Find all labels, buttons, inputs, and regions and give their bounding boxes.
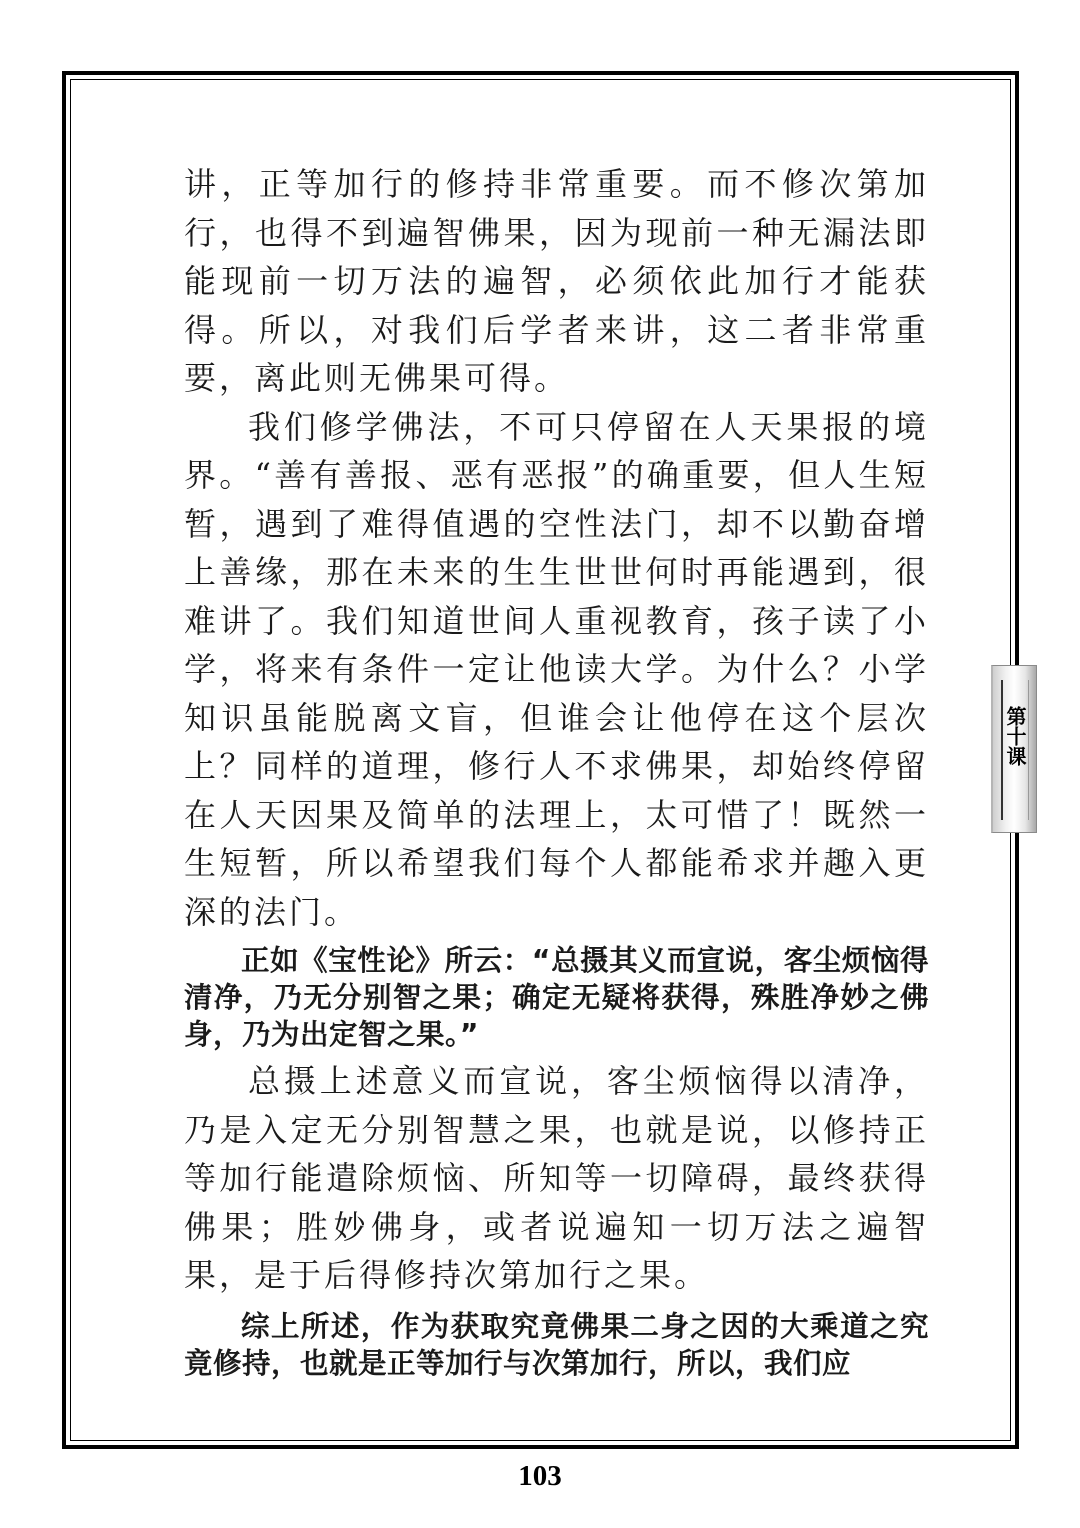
paragraph-explanation: 总摄上述意义而宣说，客尘烦恼得以清净，乃是入定无分别智慧之果，也就是说，以修持正等加行能遣除烦恼、所知等一切障碍，最终获得佛果；胜妙佛身，或者说遍知一切万法之遍智果，是于后得修持次第加行之果。 — [184, 1062, 929, 1294]
paragraph-continuation: 讲，正等加行的修持非常重要。而不修次第加行，也得不到遍智佛果，因为现前一种无漏法即能现前一切万法的遍智，必须依此加行才能获得。所以，对我们后学者来讲，这二者非常重要，离此则无佛果可得。 — [184, 165, 929, 397]
page-number: 103 — [518, 1460, 562, 1492]
paragraph-practice: 我们修学佛法，不可只停留在人天果报的境界。“善有善报、恶有恶报”的确重要，但人生短暂，遇到了难得值遇的空性法门，却不以勤奋增上善缘，那在未来的生生世世何时再能遇到，很难讲了。我们知道世间人重视教育，孩子读了小学，将来有条件一定让他读大学。为什么？小学知识虽能脱离文盲，但谁会让他停在这个层次上？同样的道理，修行人不求佛果，却始终停留在人天因果及简单的法理上，太可惜了！既然一生短暂，所以希望我们每个人都能希求并趣入更深的法门。 — [184, 407, 929, 931]
paragraph-summary: 综上所述，作为获取究竟佛果二身之因的大乘道之究竟修持，也就是正等加行与次第加行，所以，我们应 — [184, 1309, 929, 1380]
quote-baoxinglun: 正如《宝性论》所云：“总摄其义而宣说，客尘烦恼得清净，乃无分别智之果；确定无疑将获得，殊胜净妙之佛身，乃为出定智之果。” — [184, 944, 929, 1051]
page-content — [184, 160, 929, 1382]
chapter-side-tab — [991, 665, 1037, 833]
chapter-label: 第十课 — [1003, 706, 1027, 766]
